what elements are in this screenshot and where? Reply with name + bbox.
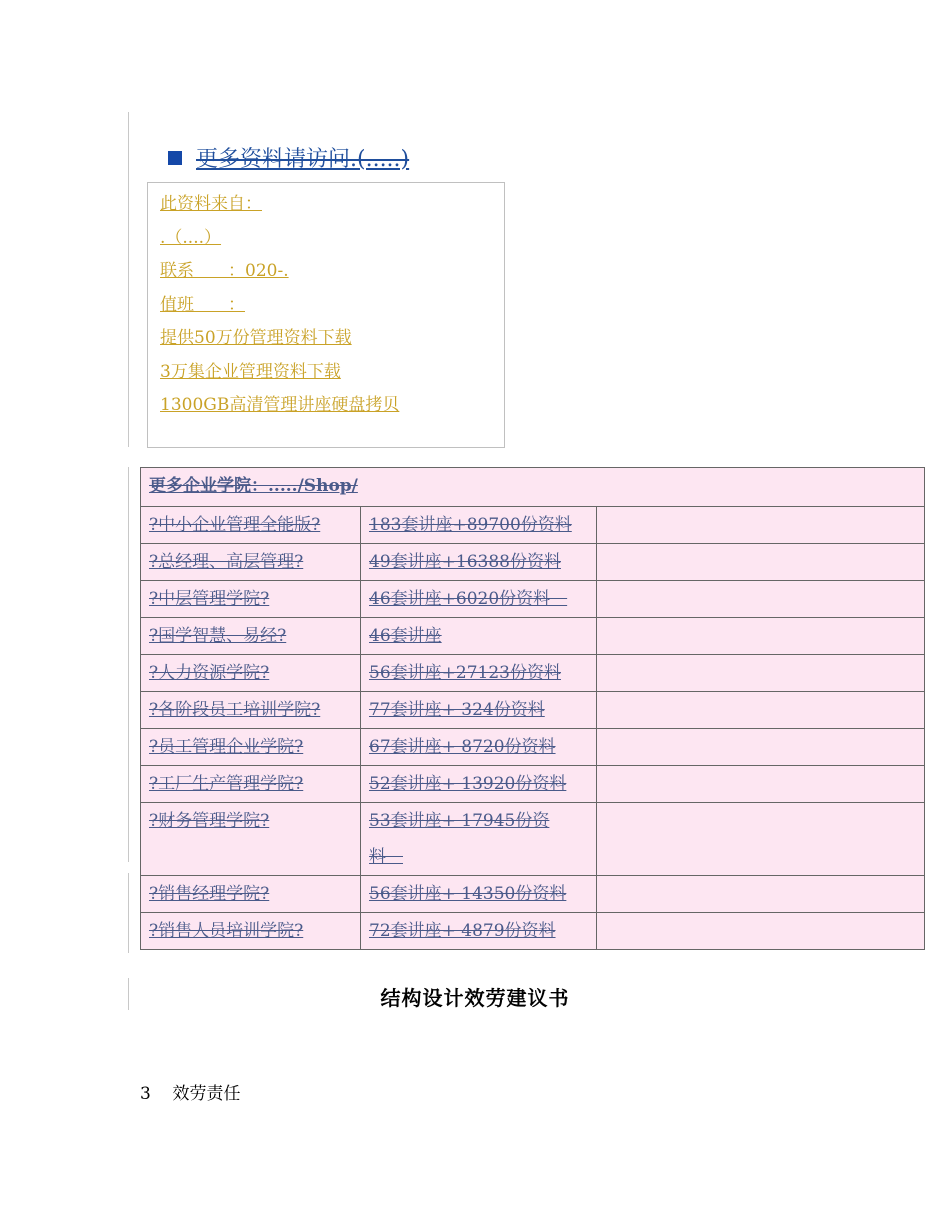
academy-empty-cell bbox=[597, 655, 925, 692]
info-offer-line[interactable]: 提供50万份管理资料下载 bbox=[160, 328, 352, 348]
academy-content-cell[interactable]: 53套讲座+ 17945份资料 bbox=[361, 803, 597, 876]
table-row bbox=[141, 766, 925, 803]
academy-content-cell[interactable]: 77套讲座+ 324份资料 bbox=[361, 692, 597, 729]
table-row bbox=[141, 655, 925, 692]
academy-content-cell[interactable]: 56套讲座+27123份资料 bbox=[361, 655, 597, 692]
academy-content-cell[interactable]: 67套讲座+ 8720份资料 bbox=[361, 729, 597, 766]
academy-name-cell[interactable]: ?总经理、高层管理? bbox=[141, 544, 361, 581]
academy-name-cell[interactable]: ?销售人员培训学院? bbox=[141, 913, 361, 950]
academy-content-cell[interactable]: 72套讲座+ 4879份资料 bbox=[361, 913, 597, 950]
section-title: 效劳责任 bbox=[172, 1084, 241, 1104]
info-contact-line[interactable]: 联系 ：020-. bbox=[160, 261, 289, 281]
academy-name-cell[interactable]: ?员工管理企业学院? bbox=[141, 729, 361, 766]
table-row bbox=[141, 507, 925, 544]
table-row bbox=[141, 803, 925, 876]
academy-content-cell[interactable]: 56套讲座+ 14350份资料 bbox=[361, 876, 597, 913]
academy-name-cell[interactable]: ?中小企业管理全能版? bbox=[141, 507, 361, 544]
table-row bbox=[141, 544, 925, 581]
table-row bbox=[141, 729, 925, 766]
table-row bbox=[141, 692, 925, 729]
academy-empty-cell bbox=[597, 766, 925, 803]
more-resources-text: 更多资料请访问.(.....) bbox=[196, 147, 410, 172]
academy-empty-cell bbox=[597, 618, 925, 655]
section-number: 3 bbox=[140, 1084, 151, 1104]
table-row bbox=[141, 618, 925, 655]
academy-name-cell[interactable]: ?人力资源学院? bbox=[141, 655, 361, 692]
table-row bbox=[141, 876, 925, 913]
document-title: 结构设计效劳建议书 bbox=[380, 986, 570, 1010]
info-lecture-line[interactable]: 1300GB高清管理讲座硬盘拷贝 bbox=[160, 395, 400, 415]
table-row bbox=[141, 913, 925, 950]
margin-rule-top bbox=[128, 112, 129, 447]
info-site-line[interactable]: .（....） bbox=[160, 227, 222, 248]
academy-table bbox=[140, 467, 925, 950]
academy-empty-cell bbox=[597, 913, 925, 950]
academy-empty-cell bbox=[597, 692, 925, 729]
academy-header-cell[interactable]: 更多企业学院：...../Shop/ bbox=[141, 468, 925, 507]
source-info-box bbox=[147, 182, 505, 448]
academy-empty-cell bbox=[597, 729, 925, 766]
academy-content-cell[interactable]: 183套讲座+89700份资料 bbox=[361, 507, 597, 544]
info-source-line[interactable]: 此资料来自： bbox=[160, 194, 262, 214]
info-video-line[interactable]: 3万集企业管理资料下载 bbox=[160, 361, 341, 382]
academy-content-cell[interactable]: 46套讲座 bbox=[361, 618, 597, 655]
academy-empty-cell bbox=[597, 581, 925, 618]
more-resources-link[interactable] bbox=[168, 142, 409, 173]
academy-empty-cell bbox=[597, 876, 925, 913]
margin-rule-low bbox=[128, 873, 129, 953]
academy-empty-cell bbox=[597, 507, 925, 544]
table-row bbox=[141, 581, 925, 618]
info-duty-line[interactable]: 值班 ： bbox=[160, 294, 245, 315]
academy-name-cell[interactable]: ?中层管理学院? bbox=[141, 581, 361, 618]
margin-rule-mid bbox=[128, 467, 129, 862]
academy-content-cell[interactable]: 52套讲座+ 13920份资料 bbox=[361, 766, 597, 803]
academy-empty-cell bbox=[597, 803, 925, 876]
academy-name-cell[interactable]: ?工厂生产管理学院? bbox=[141, 766, 361, 803]
section-heading bbox=[140, 1079, 240, 1104]
academy-empty-cell bbox=[597, 544, 925, 581]
academy-content-cell[interactable]: 49套讲座+16388份资料 bbox=[361, 544, 597, 581]
academy-name-cell[interactable]: ?销售经理学院? bbox=[141, 876, 361, 913]
academy-name-cell[interactable]: ?财务管理学院? bbox=[141, 803, 361, 876]
academy-content-cell[interactable]: 46套讲座+6020份资料 bbox=[361, 581, 597, 618]
academy-name-cell[interactable]: ?各阶段员工培训学院? bbox=[141, 692, 361, 729]
academy-name-cell[interactable]: ?国学智慧、易经? bbox=[141, 618, 361, 655]
square-bullet-icon bbox=[168, 151, 182, 165]
academy-table-header bbox=[141, 468, 925, 507]
